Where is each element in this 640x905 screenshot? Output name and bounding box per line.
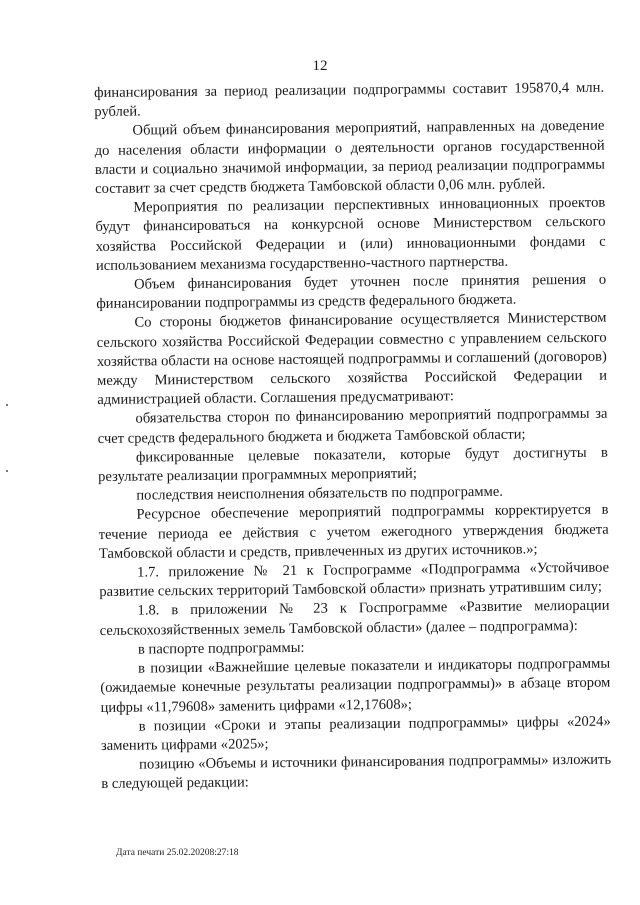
paragraph: в позиции «Сроки и этапы реализации подпрограммы» цифры «2024» заменить цифрами «2025»; xyxy=(100,713,611,754)
paragraph: последствия неисполнения обязательств по подпрограмме. xyxy=(136,484,504,504)
paragraph: обязательства сторон по финансированию мероприятий подпрограммы за счет средств федерального бюджета и бюджета Тамбовской области; xyxy=(97,406,608,447)
paragraph: финансирования за период реализации подпрограммы составит 195870,4 млн. рублей. xyxy=(94,79,605,121)
document-body xyxy=(94,79,611,795)
paragraph: позицию «Объемы и источники финансирования подпрограммы» изложить в следующей редакции: xyxy=(101,751,612,793)
print-date-footer: Дата печати 25.02.20208:27:18 xyxy=(116,848,239,858)
scan-mark xyxy=(6,404,8,406)
paragraph: Ресурсное обеспечение мероприятий подпрограммы корректируется в течение периода ее действия с учетом ежегодного утверждения бюджета Тамбовской области и средств, привлеченных из других источников.»; xyxy=(98,502,609,562)
paragraph: 1.8. в приложении № 23 к Госпрограмме «Развитие мелиорации сельскохозяйственных земель Тамбовской области» (далее – подпрограмма): xyxy=(99,598,610,639)
paragraph: Мероприятия по реализации перспективных инновационных проектов будут финансироваться на конкурсной основе Министерством сельского хозяйства Российской Федерации и (или) инновационными фондами с использованием механизма государственно-частного партнерства. xyxy=(95,194,606,274)
scan-mark xyxy=(6,470,8,472)
paragraph: Общий объем финансирования мероприятий, направленных на доведение до населения области информации о деятельности органов государственной власти и социально значимой информации, за период реализации подпрограммы составит за счет средств бюджета Тамбовской области 0,06 млн. рублей. xyxy=(94,118,605,198)
paragraph: в позиции «Важнейшие целевые показатели и индикаторы подпрограммы (ожидаемые конечные результаты реализации подпрограммы)» в абзаце втором цифры «11,79608» заменить цифрами «12,17608»; xyxy=(100,655,611,716)
paragraph: Со стороны бюджетов финансирование осуществляется Министерством сельского хозяйства Российской Федерации совместно с управлением сельского хозяйства области на основе настоящей подпрограммы и соглашений (договоров) между Министерством сельского хозяйства Российской Федерации и администрацией области. Соглашения предусматривают: xyxy=(96,310,608,409)
paragraph: фиксированные целевые показатели, которые будут достигнуты в результате реализации программных мероприятий; xyxy=(98,444,608,486)
paragraph: в паспорте подпрограммы: xyxy=(137,639,305,658)
paragraph: Объем финансирования будет уточнен после принятия решения о финансировании подпрограммы из средств федерального бюджета. xyxy=(96,271,607,313)
page-number: 12 xyxy=(312,58,328,74)
paragraph: 1.7. приложение № 21 к Госпрограмме «Подпрограмма «Устойчивое развитие сельских территорий Тамбовской области» признать утратившим силу; xyxy=(99,559,610,601)
